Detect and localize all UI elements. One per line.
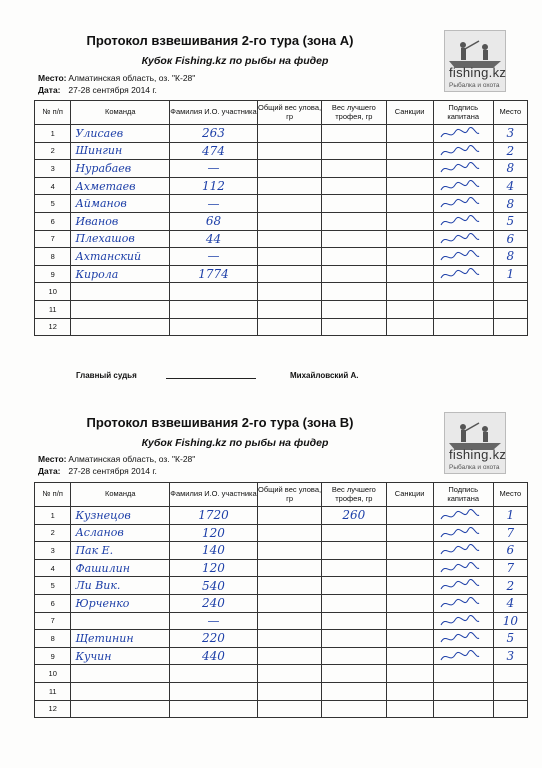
total-weight-cell	[257, 700, 321, 718]
best-trophy-cell	[322, 700, 386, 718]
captain-signature-cell	[433, 248, 493, 266]
row-number: 7	[35, 612, 71, 630]
table-row	[35, 142, 528, 160]
place-cell	[493, 700, 527, 718]
sanctions-cell	[386, 195, 433, 213]
sanctions-cell	[386, 160, 433, 178]
best-trophy-cell	[322, 647, 386, 665]
team-cell: Нурабаев	[71, 160, 170, 178]
table-row	[35, 283, 528, 301]
place-cell: 6	[493, 230, 527, 248]
sanctions-cell	[386, 577, 433, 595]
best-trophy-cell	[322, 230, 386, 248]
table-row	[35, 700, 528, 718]
table-body-b	[35, 507, 528, 718]
protocol-title: Протокол взвешивания 2-го тура (зона В)	[86, 415, 354, 430]
row-number: 2	[35, 142, 71, 160]
participant-cell: 68	[170, 212, 258, 230]
place-cell: 6	[493, 542, 527, 560]
sanctions-cell	[386, 612, 433, 630]
table-row	[35, 125, 528, 143]
signature-scribble-icon	[438, 614, 482, 629]
logo-tagline: Рыбалка и охота	[449, 82, 500, 89]
best-trophy-cell	[322, 594, 386, 612]
place-value: Алматинская область, оз. "К-28"	[68, 454, 196, 464]
total-weight-cell	[257, 300, 321, 318]
team-cell	[71, 682, 170, 700]
table-row	[35, 507, 528, 525]
captain-signature-cell	[433, 212, 493, 230]
total-weight-cell	[257, 524, 321, 542]
logo-tagline: Рыбалка и охота	[449, 464, 500, 471]
place-cell: 1	[493, 507, 527, 525]
captain-signature-cell	[433, 577, 493, 595]
captain-signature-cell	[433, 160, 493, 178]
row-number: 10	[35, 665, 71, 683]
total-weight-cell	[257, 177, 321, 195]
row-number: 12	[35, 318, 71, 336]
col-place: Место	[493, 101, 527, 125]
row-number: 9	[35, 265, 71, 283]
total-weight-cell	[257, 542, 321, 560]
total-weight-cell	[257, 248, 321, 266]
date-label: Дата:	[38, 85, 61, 95]
sanctions-cell	[386, 542, 433, 560]
total-weight-cell	[257, 160, 321, 178]
sanctions-cell	[386, 283, 433, 301]
participant-cell: 540	[170, 577, 258, 595]
sanctions-cell	[386, 665, 433, 683]
date-label: Дата:	[38, 466, 61, 476]
sanctions-cell	[386, 230, 433, 248]
sanctions-cell	[386, 682, 433, 700]
sanctions-cell	[386, 507, 433, 525]
table-row	[35, 318, 528, 336]
col-total-weight: Общий вес улова, гр	[257, 101, 321, 125]
row-number: 1	[35, 125, 71, 143]
total-weight-cell	[257, 142, 321, 160]
team-cell: Фашилин	[71, 559, 170, 577]
best-trophy-cell	[322, 559, 386, 577]
captain-signature-cell	[433, 195, 493, 213]
col-team: Команда	[71, 483, 170, 507]
table-row	[35, 647, 528, 665]
best-trophy-cell	[322, 665, 386, 683]
row-number: 8	[35, 630, 71, 648]
table-row	[35, 524, 528, 542]
row-number: 11	[35, 300, 71, 318]
table-row	[35, 230, 528, 248]
place-cell: 5	[493, 212, 527, 230]
best-trophy-cell	[322, 212, 386, 230]
chief-judge-label: Главный судья	[76, 371, 137, 380]
participant-cell: 112	[170, 177, 258, 195]
signature-scribble-icon	[438, 631, 482, 646]
col-place: Место	[493, 483, 527, 507]
table-row	[35, 300, 528, 318]
logo-brand: fishing.kz	[449, 447, 507, 462]
fishing-kz-logo	[444, 412, 506, 474]
col-best-trophy: Вес лучшего трофея, гр	[322, 101, 386, 125]
signature-scribble-icon	[438, 649, 482, 664]
col-best-trophy: Вес лучшего трофея, гр	[322, 483, 386, 507]
team-cell: Ахметаев	[71, 177, 170, 195]
place-cell: 8	[493, 248, 527, 266]
best-trophy-cell	[322, 682, 386, 700]
table-row	[35, 212, 528, 230]
total-weight-cell	[257, 559, 321, 577]
protocol-subtitle: Кубок Fishing.kz по рыбы на фидер	[141, 55, 329, 67]
sanctions-cell	[386, 212, 433, 230]
table-row	[35, 177, 528, 195]
signature-scribble-icon	[438, 232, 482, 247]
table-row	[35, 160, 528, 178]
best-trophy-cell	[322, 283, 386, 301]
total-weight-cell	[257, 125, 321, 143]
sanctions-cell	[386, 700, 433, 718]
captain-signature-cell	[433, 524, 493, 542]
total-weight-cell	[257, 630, 321, 648]
signature-scribble-icon	[438, 267, 482, 282]
total-weight-cell	[257, 682, 321, 700]
captain-signature-cell	[433, 300, 493, 318]
row-number: 1	[35, 507, 71, 525]
row-number: 12	[35, 700, 71, 718]
place-cell: 3	[493, 647, 527, 665]
best-trophy-cell	[322, 612, 386, 630]
row-number: 11	[35, 682, 71, 700]
place-cell	[493, 665, 527, 683]
participant-cell	[170, 300, 258, 318]
team-cell: Улисаев	[71, 125, 170, 143]
signature-scribble-icon	[438, 249, 482, 264]
team-cell	[71, 700, 170, 718]
captain-signature-cell	[433, 612, 493, 630]
best-trophy-cell	[322, 248, 386, 266]
captain-signature-cell	[433, 682, 493, 700]
best-trophy-cell	[322, 177, 386, 195]
total-weight-cell	[257, 230, 321, 248]
place-label: Место:	[38, 73, 67, 83]
sanctions-cell	[386, 559, 433, 577]
place-cell: 10	[493, 612, 527, 630]
captain-signature-cell	[433, 142, 493, 160]
team-cell: Асланов	[71, 524, 170, 542]
place-line	[38, 73, 195, 83]
sanctions-cell	[386, 524, 433, 542]
best-trophy-cell	[322, 300, 386, 318]
place-cell: 2	[493, 142, 527, 160]
captain-signature-cell	[433, 630, 493, 648]
best-trophy-cell	[322, 160, 386, 178]
total-weight-cell	[257, 318, 321, 336]
table-row	[35, 248, 528, 266]
best-trophy-cell	[322, 318, 386, 336]
row-number: 9	[35, 647, 71, 665]
captain-signature-cell	[433, 125, 493, 143]
table-row	[35, 682, 528, 700]
table-row	[35, 195, 528, 213]
participant-cell	[170, 665, 258, 683]
date-value: 27-28 сентября 2014 г.	[68, 466, 157, 476]
captain-signature-cell	[433, 647, 493, 665]
total-weight-cell	[257, 212, 321, 230]
table-row	[35, 665, 528, 683]
participant-cell	[170, 318, 258, 336]
place-cell: 4	[493, 177, 527, 195]
captain-signature-cell	[433, 665, 493, 683]
sanctions-cell	[386, 125, 433, 143]
best-trophy-cell	[322, 577, 386, 595]
participant-cell: 440	[170, 647, 258, 665]
participant-cell: 240	[170, 594, 258, 612]
col-number: № п/п	[35, 101, 71, 125]
participant-cell: 1774	[170, 265, 258, 283]
place-cell: 2	[493, 577, 527, 595]
table-body-a	[35, 125, 528, 336]
signature-scribble-icon	[438, 543, 482, 558]
results-table	[34, 482, 528, 718]
sanctions-cell	[386, 594, 433, 612]
captain-signature-cell	[433, 507, 493, 525]
protocol-subtitle: Кубок Fishing.kz по рыбы на фидер	[141, 437, 329, 449]
participant-cell: —	[170, 612, 258, 630]
table-row	[35, 577, 528, 595]
team-cell: Плехашов	[71, 230, 170, 248]
row-number: 2	[35, 524, 71, 542]
table-header-row	[35, 483, 528, 507]
col-captain-signature: Подпись капитана	[433, 101, 493, 125]
participant-cell: 44	[170, 230, 258, 248]
place-cell: 5	[493, 630, 527, 648]
captain-signature-cell	[433, 318, 493, 336]
place-cell: 8	[493, 195, 527, 213]
place-cell: 4	[493, 594, 527, 612]
row-number: 5	[35, 577, 71, 595]
row-number: 6	[35, 212, 71, 230]
participant-cell: 1720	[170, 507, 258, 525]
sanctions-cell	[386, 630, 433, 648]
total-weight-cell	[257, 507, 321, 525]
team-cell: Щетинин	[71, 630, 170, 648]
place-cell: 8	[493, 160, 527, 178]
col-captain-signature: Подпись капитана	[433, 483, 493, 507]
best-trophy-cell	[322, 265, 386, 283]
col-total-weight: Общий вес улова, гр	[257, 483, 321, 507]
team-cell: Иванов	[71, 212, 170, 230]
date-line	[38, 85, 157, 95]
team-cell: Ли Вик.	[71, 577, 170, 595]
total-weight-cell	[257, 665, 321, 683]
row-number: 4	[35, 177, 71, 195]
participant-cell	[170, 283, 258, 301]
table-row	[35, 612, 528, 630]
team-cell: Кучин	[71, 647, 170, 665]
signature-scribble-icon	[438, 561, 482, 576]
total-weight-cell	[257, 594, 321, 612]
col-participant: Фамилия И.О. участника	[170, 101, 258, 125]
col-number: № п/п	[35, 483, 71, 507]
fishing-kz-logo	[444, 30, 506, 92]
participant-cell: 474	[170, 142, 258, 160]
signature-scribble-icon	[438, 578, 482, 593]
total-weight-cell	[257, 577, 321, 595]
team-cell	[71, 318, 170, 336]
table-row	[35, 265, 528, 283]
col-participant: Фамилия И.О. участника	[170, 483, 258, 507]
place-cell: 7	[493, 524, 527, 542]
col-team: Команда	[71, 101, 170, 125]
place-line	[38, 454, 195, 464]
chief-judge-name: Михайловский А.	[290, 371, 359, 380]
row-number: 3	[35, 542, 71, 560]
date-value: 27-28 сентября 2014 г.	[68, 85, 157, 95]
best-trophy-cell: 260	[322, 507, 386, 525]
total-weight-cell	[257, 265, 321, 283]
col-sanctions: Санкции	[386, 483, 433, 507]
row-number: 7	[35, 230, 71, 248]
team-cell: Айманов	[71, 195, 170, 213]
captain-signature-cell	[433, 559, 493, 577]
captain-signature-cell	[433, 177, 493, 195]
row-number: 6	[35, 594, 71, 612]
team-cell	[71, 283, 170, 301]
captain-signature-cell	[433, 594, 493, 612]
sanctions-cell	[386, 142, 433, 160]
team-cell	[71, 612, 170, 630]
signature-scribble-icon	[438, 161, 482, 176]
signature-scribble-icon	[438, 144, 482, 159]
participant-cell	[170, 682, 258, 700]
place-label: Место:	[38, 454, 67, 464]
best-trophy-cell	[322, 542, 386, 560]
sanctions-cell	[386, 265, 433, 283]
place-value: Алматинская область, оз. "К-28"	[68, 73, 196, 83]
participant-cell: 120	[170, 524, 258, 542]
best-trophy-cell	[322, 630, 386, 648]
best-trophy-cell	[322, 125, 386, 143]
place-cell	[493, 318, 527, 336]
signature-scribble-icon	[438, 508, 482, 523]
protocol-title: Протокол взвешивания 2-го тура (зона А)	[86, 33, 354, 48]
place-cell	[493, 300, 527, 318]
table-row	[35, 542, 528, 560]
signature-scribble-icon	[438, 179, 482, 194]
participant-cell: 120	[170, 559, 258, 577]
captain-signature-cell	[433, 700, 493, 718]
place-cell	[493, 682, 527, 700]
team-cell	[71, 665, 170, 683]
team-cell: Ахтанский	[71, 248, 170, 266]
team-cell: Шингин	[71, 142, 170, 160]
participant-cell: —	[170, 248, 258, 266]
captain-signature-cell	[433, 265, 493, 283]
sanctions-cell	[386, 248, 433, 266]
date-line	[38, 466, 157, 476]
row-number: 10	[35, 283, 71, 301]
total-weight-cell	[257, 195, 321, 213]
sanctions-cell	[386, 300, 433, 318]
logo-brand: fishing.kz	[449, 65, 507, 80]
total-weight-cell	[257, 612, 321, 630]
sanctions-cell	[386, 318, 433, 336]
team-cell: Кирола	[71, 265, 170, 283]
table-row	[35, 594, 528, 612]
team-cell: Кузнецов	[71, 507, 170, 525]
results-table	[34, 100, 528, 336]
captain-signature-cell	[433, 230, 493, 248]
place-cell	[493, 283, 527, 301]
team-cell: Юрченко	[71, 594, 170, 612]
participant-cell: —	[170, 160, 258, 178]
table-row	[35, 559, 528, 577]
judge-signature-line	[166, 378, 256, 379]
sanctions-cell	[386, 647, 433, 665]
col-sanctions: Санкции	[386, 101, 433, 125]
best-trophy-cell	[322, 195, 386, 213]
table-row	[35, 630, 528, 648]
place-cell: 7	[493, 559, 527, 577]
row-number: 5	[35, 195, 71, 213]
signature-scribble-icon	[438, 596, 482, 611]
row-number: 8	[35, 248, 71, 266]
participant-cell: —	[170, 195, 258, 213]
sanctions-cell	[386, 177, 433, 195]
participant-cell: 263	[170, 125, 258, 143]
participant-cell	[170, 700, 258, 718]
best-trophy-cell	[322, 524, 386, 542]
table-header-row	[35, 101, 528, 125]
best-trophy-cell	[322, 142, 386, 160]
signature-scribble-icon	[438, 196, 482, 211]
place-cell: 3	[493, 125, 527, 143]
captain-signature-cell	[433, 542, 493, 560]
team-cell: Пак Е.	[71, 542, 170, 560]
signature-scribble-icon	[438, 214, 482, 229]
row-number: 3	[35, 160, 71, 178]
captain-signature-cell	[433, 283, 493, 301]
total-weight-cell	[257, 283, 321, 301]
total-weight-cell	[257, 647, 321, 665]
team-cell	[71, 300, 170, 318]
signature-scribble-icon	[438, 526, 482, 541]
place-cell: 1	[493, 265, 527, 283]
participant-cell: 140	[170, 542, 258, 560]
participant-cell: 220	[170, 630, 258, 648]
signature-scribble-icon	[438, 126, 482, 141]
row-number: 4	[35, 559, 71, 577]
